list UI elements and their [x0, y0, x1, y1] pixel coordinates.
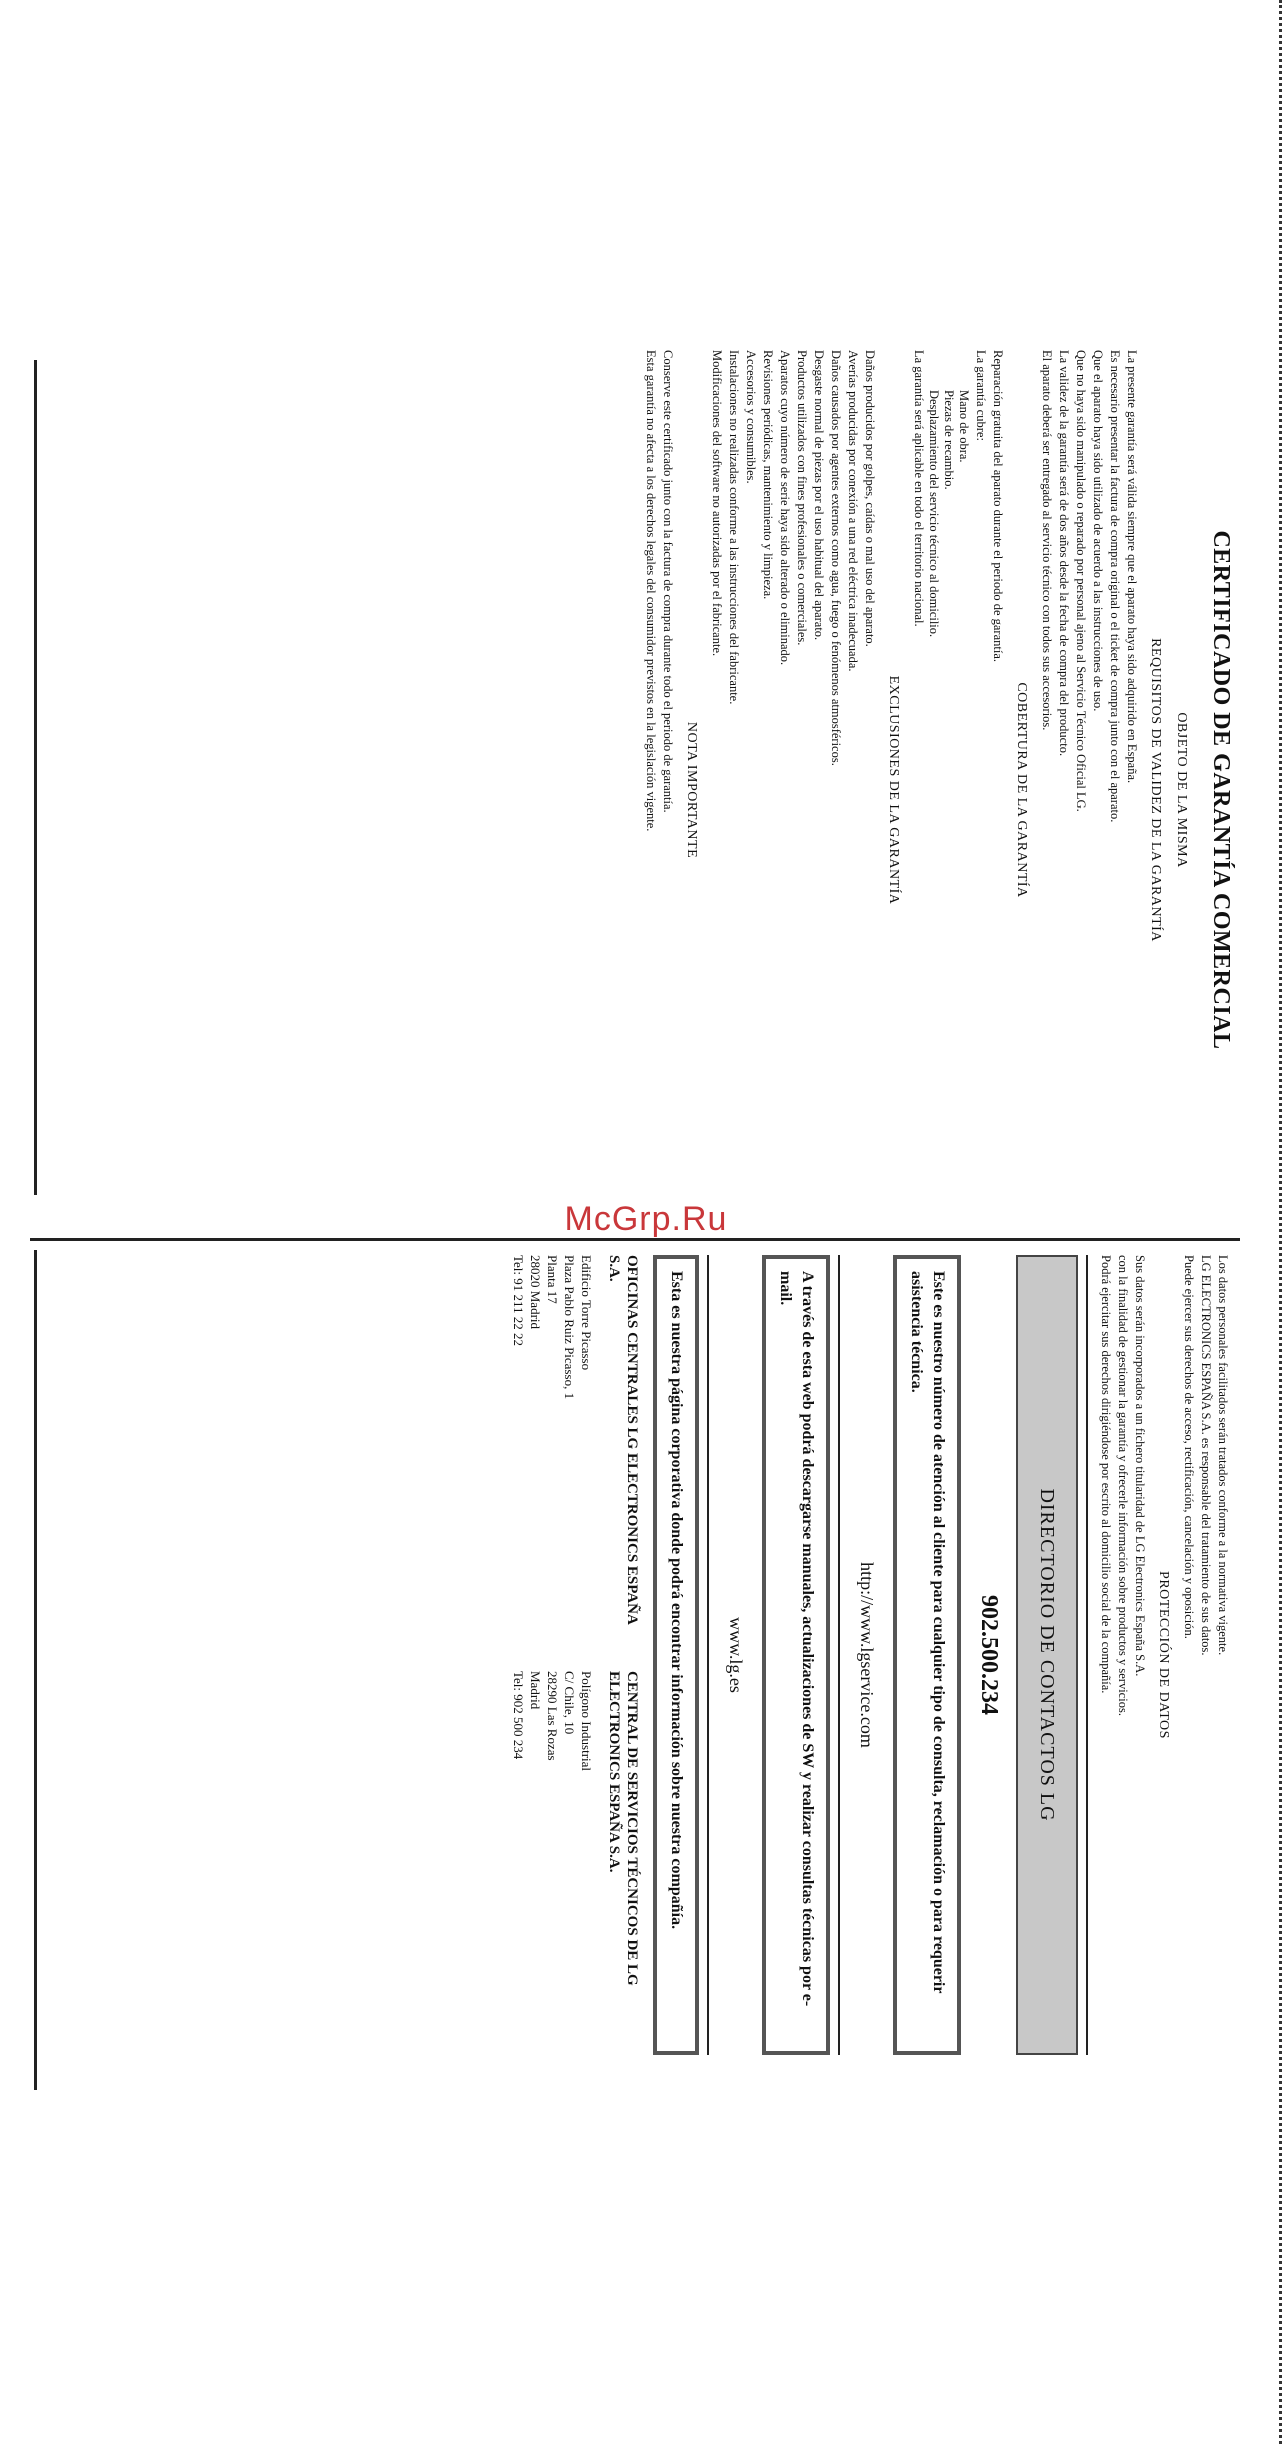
list-item: Accesorios y consumibles.	[744, 350, 758, 484]
address-line: Edificio Torre Picasso	[579, 1255, 594, 1371]
list-item: Piezas de recambio.	[942, 390, 956, 490]
contacts-directory	[35, 1255, 1230, 2055]
list-item: Revisiones periódicas, mantenimiento y limpieza.	[761, 350, 775, 600]
exclusiones-heading: EXCLUSIONES DE LA GARANTÍA	[886, 675, 901, 905]
address-line: Plaza Pablo Ruiz Picasso, 1	[562, 1255, 577, 1400]
list-item: LG ELECTRONICS ESPAÑA S.A. es responsable del tratamiento de sus datos.	[1199, 1255, 1213, 1656]
address-line: Planta 17	[545, 1255, 560, 1304]
list-item: Modificaciones del software no autorizadas por el fabricante.	[710, 350, 724, 657]
exclusiones-section	[709, 350, 901, 1230]
service-description: A través de esta web podrá descargarse manuales, actualizaciones de SW y realizar consultas técnicas por e-mail.	[762, 1255, 830, 2055]
list-item: Productos utilizados con fines profesionales o comerciales.	[795, 350, 809, 646]
office-heading: OFICINAS CENTRALES LG ELECTRONICS ESPAÑA S.A.	[606, 1255, 640, 1624]
requisitos-heading: REQUISITOS DE VALIDEZ DE LA GARANTÍA	[1148, 638, 1163, 942]
list-item: Instalaciones no realizadas conforme a las instrucciones del fabricante.	[727, 350, 741, 705]
list-item: La presente garantía será válida siempre que el aparato haya sido adquirido en España.	[1125, 350, 1139, 784]
divider	[1086, 1255, 1088, 2055]
list-item: El aparato deberá ser entregado al servicio técnico con todos sus accesorios.	[1040, 350, 1054, 731]
certificate-title: CERTIFICADO DE GARANTÍA COMERCIAL	[1208, 530, 1234, 1050]
web-link[interactable]: www.lg.es	[726, 1617, 746, 1693]
office-heading: CENTRAL DE SERVICIOS TÉCNICOS DE LG ELECTRONICS ESPAÑA S.A.	[606, 1671, 640, 1986]
list-item: Esta garantía no afecta a los derechos legales del consumidor previstos en la legislación vigente.	[644, 350, 658, 832]
address-line: Polígono Industrial	[579, 1671, 594, 1772]
list-item: Podrá ejercitar sus derechos dirigiéndose por escrito al domicilio social de la compañía.	[1099, 1255, 1113, 1694]
requisitos-section	[1039, 350, 1163, 1230]
directory-title: DIRECTORIO DE CONTACTOS LG	[1016, 1255, 1078, 2055]
watermark: McGrp.Ru	[564, 1200, 728, 1238]
address-line: Tel: 91 211 22 22	[511, 1255, 526, 1347]
list-item: Reparación gratuita del aparato durante el periodo de garantía.	[991, 350, 1005, 663]
certificate-subtitle: OBJETO DE LA MISMA	[1174, 712, 1189, 868]
list-item: Que el aparato haya sido utilizado de acuerdo a las instrucciones de uso.	[1091, 350, 1105, 712]
list-item: Es necesario presentar la factura de compra original o el ticket de compra junto con el aparato.	[1108, 350, 1122, 823]
cut-line	[1279, 0, 1282, 2444]
address-line: Tel: 902 500 234	[511, 1671, 526, 1760]
list-item: Desplazamiento del servicio técnico al domicilio.	[927, 390, 941, 638]
list-item: Sus datos serán incorporados a un fichero titularidad de LG Electronics España S.A.	[1133, 1255, 1147, 1677]
address-line: 28290 Las Rozas	[545, 1671, 560, 1761]
office-headquarters	[510, 1255, 641, 1639]
phone-description: Este es nuestro número de atención al cliente para cualquier tipo de consulta, reclamación o para requerir asistencia técnica.	[893, 1255, 961, 2055]
cobertura-heading: COBERTURA DE LA GARANTÍA	[1014, 682, 1029, 898]
list-item: La validez de la garantía será de dos años desde la fecha de compra del producto.	[1057, 350, 1071, 757]
address-line: 28020 Madrid	[528, 1255, 543, 1330]
cobertura-section	[911, 350, 1029, 1230]
list-item: Aparatos cuyo número de serie haya sido alterado o eliminado.	[778, 350, 792, 666]
list-item: Daños producidos por golpes, caídas o mal uso del aparato.	[863, 350, 877, 647]
privacy-intro	[1098, 1255, 1230, 2055]
service-link[interactable]: http://www.lgservice.com	[857, 1562, 877, 1748]
list-item: Conserve este certificado junto con la factura de compra durante todo el periodo de garantía.	[661, 350, 675, 813]
list-item: Puede ejercer sus derechos de acceso, rectificación, cancelación y oposición.	[1182, 1255, 1196, 1639]
top-frame-line	[34, 360, 37, 1195]
list-item: La garantía cubre:	[974, 350, 988, 441]
list-item: Que no haya sido manipulado o reparado por personal ajeno al Servicio Técnico Oficial LG.	[1074, 350, 1088, 812]
offices	[510, 1255, 641, 2055]
divider	[707, 1255, 709, 2055]
support-phone: 902.500.234	[976, 1595, 1002, 1715]
divider	[838, 1255, 840, 2055]
nota-heading: NOTA IMPORTANTE	[684, 721, 699, 859]
office-service-center	[510, 1671, 641, 2055]
page-divider	[30, 1238, 1240, 1241]
list-item: La garantía será aplicable en todo el territorio nacional.	[912, 350, 926, 627]
address-line: Madrid	[528, 1671, 543, 1710]
warranty-certificate	[45, 350, 1240, 1230]
list-item: con la finalidad de gestionar la garantía y ofrecerle información sobre productos y servicios.	[1116, 1255, 1130, 1716]
list-item: Mano de obra.	[957, 390, 971, 463]
list-item: Averías producidas por conexión a una red eléctrica inadecuada.	[846, 350, 860, 672]
list-item: Daños causados por agentes externos como agua, fuego o fenómenos atmosféricos.	[829, 350, 843, 766]
nota-section	[643, 350, 699, 1230]
list-item: Los datos personales facilitados serán tratados conforme a la normativa vigente.	[1216, 1255, 1230, 1656]
proteccion-heading: PROTECCIÓN DE DATOS	[1156, 1571, 1171, 1739]
address-line: C/ Chile, 10	[562, 1671, 577, 1735]
list-item: Desgaste normal de piezas por el uso habitual del aparato.	[812, 350, 826, 641]
web-description: Esta es nuestra página corporativa donde podrá encontrar información sobre nuestra compañía.	[653, 1255, 699, 2055]
